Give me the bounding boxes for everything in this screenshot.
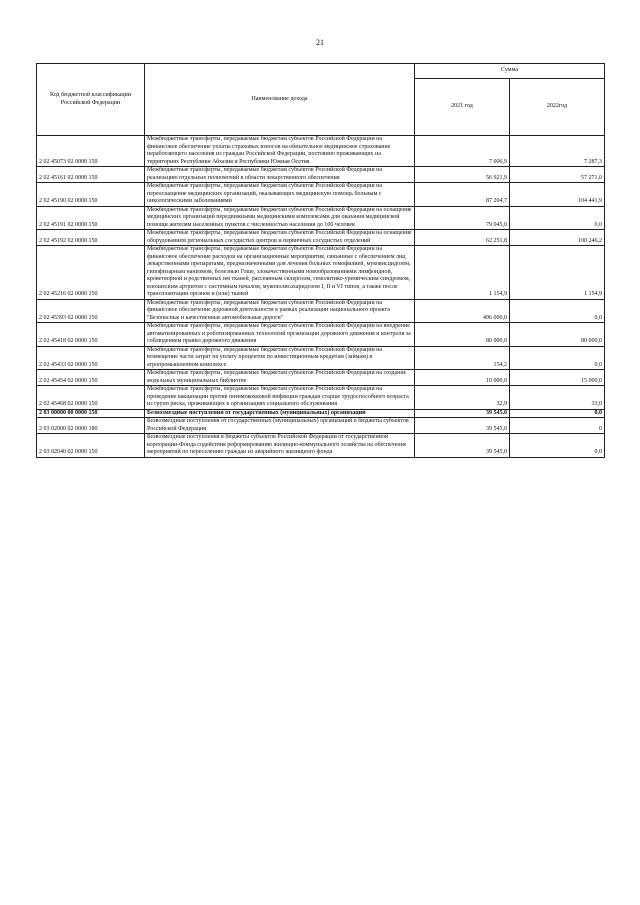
amount-2022-cell: 33,0 bbox=[510, 386, 605, 410]
revenue-name-cell: Межбюджетные трансферты, передаваемые бюджетам субъектов Российской Федерации на оснащение медицинских организаций передвижными медицинскими комплексами для оказания медицинской помощи жителям населенных пунктов с численностью населения до 100 человек bbox=[145, 206, 415, 230]
amount-2022-cell: 15 000,0 bbox=[510, 370, 605, 386]
amount-2021-cell: 7 006,9 bbox=[415, 136, 510, 167]
header-year-2022: 2022год bbox=[510, 79, 605, 136]
amount-2022-cell: 7 287,3 bbox=[510, 136, 605, 167]
table-row bbox=[37, 167, 605, 183]
amount-2022-cell: 57 271,0 bbox=[510, 167, 605, 183]
header-year-2021: 2021 год bbox=[415, 79, 510, 136]
revenue-name-cell: Безвозмездные поступления от государственных (муниципальных) организаций bbox=[145, 409, 415, 418]
amount-2021-cell: 10 000,0 bbox=[415, 370, 510, 386]
revenue-name-cell: Межбюджетные трансферты, передаваемые бюджетам субъектов Российской Федерации на финансовое обеспечение дорожной деятельности в рамках реализации национального проекта "Безопасные и качественные автомобильные дороги" bbox=[145, 299, 415, 323]
table-row bbox=[37, 206, 605, 230]
amount-2022-cell: 0,0 bbox=[510, 409, 605, 418]
header-code: Код бюджетной классификации Российской Федерации bbox=[37, 64, 145, 136]
amount-2022-cell: 0,0 bbox=[510, 434, 605, 458]
revenue-name-cell: Межбюджетные трансферты, передаваемые бюджетам субъектов Российской Федерации на реализацию отдельных полномочий в области лекарственного обеспечения bbox=[145, 167, 415, 183]
amount-2021-cell: 1 154,9 bbox=[415, 246, 510, 300]
amount-2021-cell: 80 000,0 bbox=[415, 323, 510, 347]
amount-2021-cell: 39 545,0 bbox=[415, 409, 510, 418]
revenue-name-cell: Безвозмездные поступления в бюджеты субъектов Российской Федерации от государственной корпорации-Фонда содействия реформированию жилищно-коммунального хозяйства на обеспечение мероприятий по переселению граждан из аварийного жилищного фонда bbox=[145, 434, 415, 458]
revenue-name-cell: Межбюджетные трансферты, передаваемые бюджетам субъектов Российской Федерации на возмещение части затрат на уплату процентов по инвестиционным кредитам (займам) в агропромышленном комплексе bbox=[145, 346, 415, 370]
table-row bbox=[37, 299, 605, 323]
amount-2021-cell: 496 000,0 bbox=[415, 299, 510, 323]
amount-2022-cell: 0,0 bbox=[510, 206, 605, 230]
amount-2022-cell: 80 000,0 bbox=[510, 323, 605, 347]
amount-2021-cell: 39 545,0 bbox=[415, 434, 510, 458]
revenue-name-cell: Межбюджетные трансферты, передаваемые бюджетам субъектов Российской Федерации на создание модельных муниципальных библиотек bbox=[145, 370, 415, 386]
table-row bbox=[37, 418, 605, 434]
table-row bbox=[37, 183, 605, 207]
budget-code-cell: 2 03 02040 02 0000 150 bbox=[37, 434, 145, 458]
table-row bbox=[37, 370, 605, 386]
header-sum: Сумма bbox=[415, 64, 605, 79]
amount-2021-cell: 39 545,0 bbox=[415, 418, 510, 434]
budget-code-cell: 2 03 02000 02 0000 180 bbox=[37, 418, 145, 434]
revenue-name-cell: Межбюджетные трансферты, передаваемые бюджетам субъектов Российской Федерации на проведение вакцинации против пневмококковой инфекции граждан старше трудоспособного возраста из групп риска, проживающих в организациях социального обслуживания bbox=[145, 386, 415, 410]
budget-code-cell: 2 02 45468 02 0000 150 bbox=[37, 386, 145, 410]
budget-code-cell: 2 02 45161 02 0000 150 bbox=[37, 167, 145, 183]
budget-code-cell: 2 02 45190 02 0000 150 bbox=[37, 183, 145, 207]
amount-2021-cell: 56 921,9 bbox=[415, 167, 510, 183]
amount-2022-cell: 0,0 bbox=[510, 299, 605, 323]
table-row bbox=[37, 434, 605, 458]
table-body bbox=[37, 136, 605, 458]
amount-2021-cell: 87 204,7 bbox=[415, 183, 510, 207]
table-row bbox=[37, 246, 605, 300]
amount-2022-cell: 104 441,9 bbox=[510, 183, 605, 207]
amount-2022-cell: 100 246,2 bbox=[510, 230, 605, 246]
revenue-name-cell: Безвозмездные поступления от государственных (муниципальных) организаций в бюджеты субъектов Российской Федерации bbox=[145, 418, 415, 434]
amount-2021-cell: 79 045,0 bbox=[415, 206, 510, 230]
table-row bbox=[37, 386, 605, 410]
amount-2021-cell: 62 251,8 bbox=[415, 230, 510, 246]
amount-2021-cell: 32,9 bbox=[415, 386, 510, 410]
header-name: Наименование дохода bbox=[145, 64, 415, 136]
table-row bbox=[37, 323, 605, 347]
budget-code-cell: 2 03 00000 00 0000 150 bbox=[37, 409, 145, 418]
budget-code-cell: 2 02 45216 02 0000 150 bbox=[37, 246, 145, 300]
amount-2022-cell: 1 154,9 bbox=[510, 246, 605, 300]
amount-2021-cell: 154,2 bbox=[415, 346, 510, 370]
table-row bbox=[37, 409, 605, 418]
budget-code-cell: 2 02 45433 02 0000 150 bbox=[37, 346, 145, 370]
table-row bbox=[37, 136, 605, 167]
table-row bbox=[37, 230, 605, 246]
revenue-table bbox=[36, 63, 605, 458]
page-number: 21 bbox=[316, 38, 324, 47]
table-row bbox=[37, 346, 605, 370]
budget-code-cell: 2 02 45192 02 0000 150 bbox=[37, 230, 145, 246]
budget-code-cell: 2 02 45418 02 0000 150 bbox=[37, 323, 145, 347]
budget-code-cell: 2 02 45073 02 0000 150 bbox=[37, 136, 145, 167]
budget-code-cell: 2 02 45191 02 0000 150 bbox=[37, 206, 145, 230]
revenue-name-cell: Межбюджетные трансферты, передаваемые бюджетам субъектов Российской Федерации на оснащение оборудованием региональных сосудистых центров и первичных сосудистых отделений bbox=[145, 230, 415, 246]
budget-code-cell: 2 02 45454 02 0000 150 bbox=[37, 370, 145, 386]
amount-2022-cell: 0,0 bbox=[510, 346, 605, 370]
revenue-name-cell: Межбюджетные трансферты, передаваемые бюджетам субъектов Российской Федерации на внедрение автоматизированных и роботизированных технологий организации дорожного движения и контроля за соблюдением правил дорожного движения bbox=[145, 323, 415, 347]
revenue-name-cell: Межбюджетные трансферты, передаваемые бюджетам субъектов Российской Федерации на финансовое обеспечение расходов на организационные мероприятия, связанные с обеспечением лиц лекарственными препаратами, предназначенными для лечения больных гемофилией, муковисцидозом, гипофизарным нанизмом, болезнью Гоше, злокачественными новообразованиями лимфоидной, кроветворной и родственных им тканей, рассеянным склерозом, гемолитико-уремическим синдромом, юношеским артритом с системным началом, мукополисахаридозом I, II и VI типов, а также после трансплантации органов и (или) тканей bbox=[145, 246, 415, 300]
revenue-name-cell: Межбюджетные трансферты, передаваемые бюджетам субъектов Российской Федерации на переоснащение медицинских организаций, оказывающих медицинскую помощь больным с онкологическими заболеваниями bbox=[145, 183, 415, 207]
budget-code-cell: 2 02 45393 02 0000 150 bbox=[37, 299, 145, 323]
amount-2022-cell: 0 bbox=[510, 418, 605, 434]
revenue-name-cell: Межбюджетные трансферты, передаваемые бюджетам субъектов Российской Федерации на финансовое обеспечение уплаты страховых взносов на обязательное медицинское страхование неработающего населения из граждан Российской Федерации, постоянно проживающих на территориях Республики Абхазия и Республики Южная Осетия bbox=[145, 136, 415, 167]
